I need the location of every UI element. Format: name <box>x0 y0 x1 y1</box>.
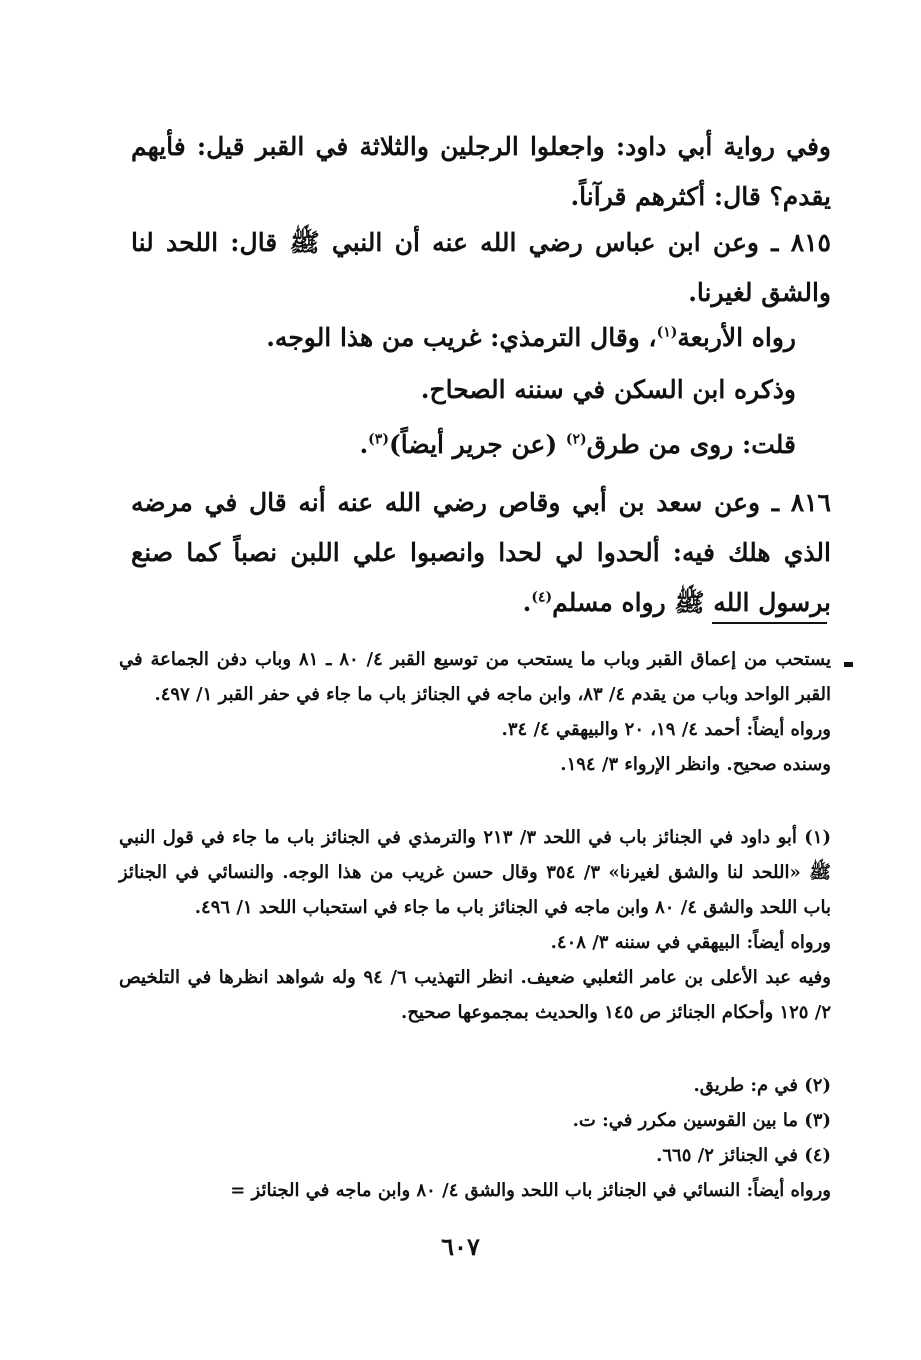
main-text-ibn-sakan <box>131 365 831 415</box>
paragraph-hadith-816 <box>131 478 831 628</box>
hadith-816-end: . <box>522 588 532 617</box>
footnote-3: (٣) ما بين القوسين مكرر في: ت. <box>572 1110 831 1131</box>
footnote-1-line2: ورواه أيضاً: البيهقي في سننه ٣/ ٤٠٨. <box>550 932 831 953</box>
main-text-hadith-815 <box>131 218 831 318</box>
hadith-816-text: ٨١٦ ـ وعن سعد بن أبي وقاص رضي الله عنه أنه قال في مرضه الذي هلك فيه: ألحدوا لي لحدا وانصبوا علي اللبن نصباً كما صنع برسول الله ﷺ رواه مسلم <box>131 488 831 617</box>
footnotes-2-4-block <box>119 1068 831 1208</box>
main-text-hadith-816 <box>131 478 831 628</box>
footnotes-continued <box>119 642 831 782</box>
main-text <box>131 122 831 222</box>
continuation-marker-icon <box>844 662 853 667</box>
footnote-separator <box>712 622 827 624</box>
riwaya-text: رواه الأربعة <box>677 323 796 352</box>
paragraph-hadith-815: ٨١٥ ـ وعن ابن عباس رضي الله عنه أن النبي ﷺ قال: اللحد لنا والشق لغيرنا. <box>131 228 831 307</box>
main-text-qultu <box>131 420 831 470</box>
footnote-ref-2[interactable]: (٢) <box>565 431 587 448</box>
paragraph-qultu <box>131 420 831 470</box>
footnote-2: (٢) في م: طريق. <box>693 1075 831 1096</box>
footnote-star-continuation: ورواه أيضاً: النسائي في الجنائز باب اللحد والشق ٤/ ٨٠ وابن ماجه في الجنائز = <box>230 1180 831 1201</box>
paragraph-ibn-sakan: وذكره ابن السكن في سننه الصحاح. <box>420 375 796 404</box>
main-text-riwaya <box>131 313 831 363</box>
footnote-continued-line3: وسنده صحيح. وانظر الإرواء ٣/ ١٩٤. <box>560 754 831 775</box>
footnote-1: (١) أبو داود في الجنائز باب في اللحد ٣/ ٢١٣ والترمذي في الجنائز باب ما جاء في قول النبي ﷺ «اللحد لنا والشق لغيرنا» ٣/ ٣٥٤ وقال حسن غريب من هذا الوجه. والنسائي في الجنائز باب اللحد والشق ٤/ ٨٠ وابن ماجه في الجنائز باب ما جاء في استحباب اللحد ١/ ٤٩٦. <box>119 827 832 918</box>
riwaya-rest: ، وقال الترمذي: غريب من هذا الوجه. <box>266 323 657 352</box>
footnote-continued-line2: ورواه أيضاً: أحمد ٤/ ١٩، ٢٠ والبيهقي ٤/ ٣٤. <box>501 719 831 740</box>
qultu-text-c: . <box>359 430 369 459</box>
paragraph-abu-dawud-narration: وفي رواية أبي داود: واجعلوا الرجلين والثلاثة في القبر قيل: فأيهم يقدم؟ قال: أكثرهم قرآناً. <box>131 132 831 211</box>
footnote-1-line3: وفيه عبد الأعلى بن عامر الثعلبي ضعيف. انظر التهذيب ٦/ ٩٤ وله شواهد انظرها في التلخيص ٢/ ١٢٥ وأحكام الجنائز ص ١٤٥ والحديث بمجموعها صحيح. <box>119 967 831 1023</box>
qultu-text-a: قلت: روى من طرق <box>586 430 796 459</box>
paragraph-riwaya <box>131 313 831 363</box>
footnote-1-block <box>119 820 831 1030</box>
footnote-ref-3[interactable]: (٣) <box>368 431 389 448</box>
footnote-4: (٤) في الجنائز ٢/ ٦٦٥. <box>656 1145 831 1166</box>
footnote-ref-4[interactable]: (٤) <box>531 589 553 606</box>
footnote-continued-text: يستحب من إعماق القبر وباب ما يستحب من توسيع القبر ٤/ ٨٠ ـ ٨١ وباب دفن الجماعة في القبر الواحد وباب من يقدم ٤/ ٨٣، وابن ماجه في الجنائز باب ما جاء في حفر القبر ١/ ٤٩٧. <box>119 649 831 705</box>
qultu-text-b: (عن جرير أيضاً) <box>388 430 566 459</box>
footnote-ref-1[interactable]: (١) <box>656 324 678 341</box>
page-number: ٦٠٧ <box>441 1232 480 1261</box>
